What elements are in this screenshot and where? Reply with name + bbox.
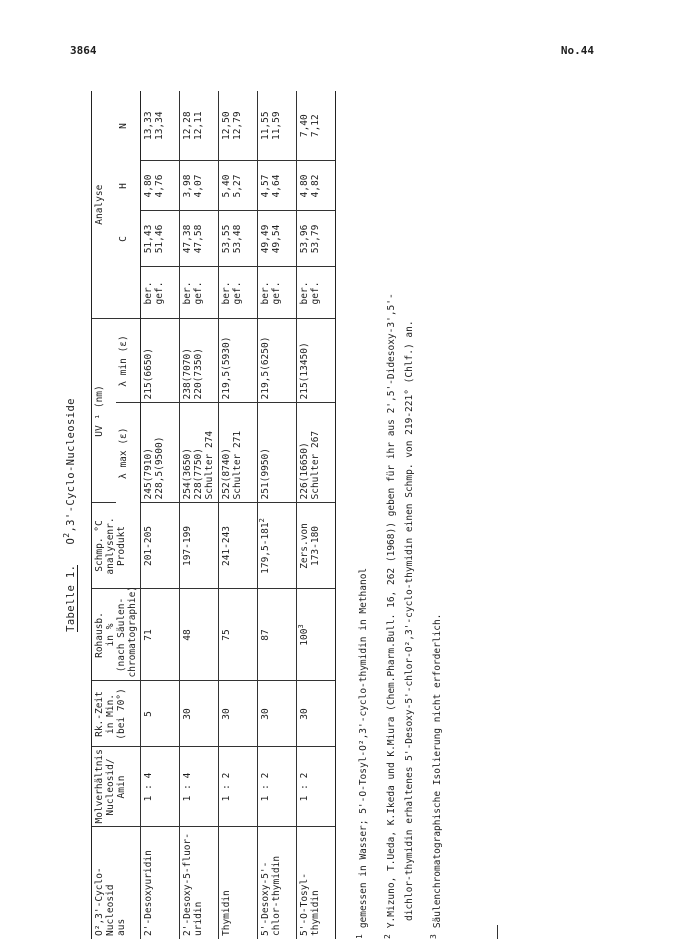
cell-c — [180, 211, 219, 267]
page-number: 3864 — [70, 44, 97, 57]
ber-gef-label: ber. — [299, 281, 310, 305]
h-value: 4,82 — [310, 174, 321, 198]
cell-h — [141, 161, 180, 211]
uv-max-value: 251(9950) — [260, 448, 271, 500]
header-mol-line: Amin — [116, 775, 127, 799]
h-value: 5,27 — [232, 174, 243, 198]
ber-gef-label: gef. — [310, 281, 321, 305]
ber-gef-label: gef. — [193, 281, 204, 305]
zeit-value: 30 — [182, 708, 193, 720]
header-zeit-line: in Min. — [105, 693, 116, 735]
cell-schmp — [180, 503, 219, 589]
h-value: 4,80 — [143, 174, 154, 198]
ausbeute-value: 100 — [299, 628, 310, 646]
c-value: 53,79 — [310, 224, 321, 254]
cell-uv-min — [141, 319, 180, 403]
footnote-ref: 3 — [297, 624, 305, 629]
cell-zeit — [297, 681, 336, 747]
cell-nucleosid — [297, 827, 336, 939]
cell-nucleosid — [258, 827, 297, 939]
ber-gef-label: ber. — [143, 281, 154, 305]
uv-max-value: 245(7910) — [143, 448, 154, 500]
header-analyse-label — [116, 267, 141, 319]
molverhaeltnis-value: 1 : 4 — [143, 772, 154, 802]
header-schmp-line: analysenr. — [105, 517, 116, 575]
ber-gef-label: gef. — [232, 281, 243, 305]
cell-zeit — [219, 681, 258, 747]
nucleosid-name: uridin — [193, 901, 204, 936]
cell-uv-min — [180, 319, 219, 403]
header-ausb-line: Rohausb. — [94, 612, 105, 658]
rotated-page-content — [62, 91, 505, 939]
cell-zeit — [180, 681, 219, 747]
n-value: 11,55 — [260, 111, 271, 141]
h-value: 4,57 — [260, 174, 271, 198]
c-value: 51,43 — [143, 224, 154, 254]
cell-molverhaeltnis — [258, 747, 297, 827]
n-value: 13,33 — [143, 111, 154, 141]
header-h: H — [116, 161, 141, 211]
table-row — [258, 91, 297, 939]
c-value: 53,96 — [299, 224, 310, 254]
header-nucleosid-line: O²,3'-Cyclo- — [94, 867, 105, 936]
ber-gef-label: gef. — [271, 281, 282, 305]
cell-ber-gef — [258, 267, 297, 319]
nucleosid-name: 5'-Desoxy-5'- — [260, 861, 271, 936]
header-nucleosid-line: Nucleosid — [105, 884, 116, 936]
nucleosid-name: 2'-Desoxy-5-fluor- — [182, 833, 193, 936]
table-row — [180, 91, 219, 939]
header-zeit-line: Rk.-Zeit — [94, 691, 105, 737]
cell-ber-gef — [180, 267, 219, 319]
uv-max-value: Schulter 274 — [204, 430, 215, 500]
cell-n — [297, 91, 336, 161]
uv-max-value: 226(16650) — [299, 442, 310, 500]
h-value: 4,64 — [271, 174, 282, 198]
molverhaeltnis-value: 1 : 2 — [260, 772, 271, 802]
uv-min-value: 220(7350) — [193, 348, 204, 400]
c-value: 53,48 — [232, 224, 243, 254]
cell-uv-max — [180, 403, 219, 503]
ausbeute-value: 71 — [143, 629, 154, 641]
cell-ausbeute — [219, 589, 258, 681]
cell-c — [258, 211, 297, 267]
cell-n — [180, 91, 219, 161]
nucleosid-name: 2'-Desoxyuridin — [143, 850, 154, 936]
ausbeute-value: 48 — [182, 629, 193, 641]
header-c: C — [116, 211, 141, 267]
c-value: 49,54 — [271, 224, 282, 254]
uv-max-value: 228,5(9500) — [154, 436, 165, 500]
n-value: 12,79 — [232, 111, 243, 141]
n-value: 7,12 — [310, 114, 321, 138]
cell-molverhaeltnis — [219, 747, 258, 827]
footnote-ref: 2 — [258, 518, 266, 523]
footnote — [431, 91, 445, 939]
zeit-value: 5 — [143, 711, 154, 717]
cell-ber-gef — [297, 267, 336, 319]
header-schmelzpunkt — [92, 503, 141, 589]
footnote-number: 3 — [429, 934, 438, 939]
uv-max-value: Schulter 267 — [310, 430, 321, 500]
table-row — [297, 91, 336, 939]
nucleosid-name: thymidin — [310, 890, 321, 936]
header-mol-line: Nucleosid/ — [105, 758, 116, 816]
ausbeute-value: 87 — [260, 629, 271, 641]
cell-schmp — [258, 503, 297, 589]
ber-gef-label: ber. — [182, 281, 193, 305]
h-value: 4,07 — [193, 174, 204, 198]
h-value: 4,80 — [299, 174, 310, 198]
uv-min-value: 238(7070) — [182, 348, 193, 400]
molverhaeltnis-value: 1 : 2 — [221, 772, 232, 802]
header-schmp-line: Produkt — [116, 525, 127, 567]
n-value: 7,40 — [299, 114, 310, 138]
footnote-number: 1 — [355, 934, 364, 939]
schmp-value: 179,5-181 — [260, 522, 271, 574]
cell-ausbeute — [258, 589, 297, 681]
journal-issue: No.44 — [560, 44, 594, 57]
n-value: 11,59 — [271, 111, 282, 141]
header-mol-line: Molverhältnis — [94, 749, 105, 824]
page-mark — [497, 925, 498, 939]
cell-molverhaeltnis — [297, 747, 336, 827]
footnote — [403, 91, 417, 939]
cell-uv-max — [297, 403, 336, 503]
cell-molverhaeltnis — [180, 747, 219, 827]
cell-uv-min — [219, 319, 258, 403]
header-n: N — [116, 91, 141, 161]
footnote-text: gemessen in Wasser; 5'-O-Tosyl-O²,3'-cyclo-thymidin in Methanol — [358, 567, 369, 929]
header-reaktionszeit — [92, 681, 141, 747]
header-nucleosid — [92, 827, 141, 939]
cell-h — [180, 161, 219, 211]
cell-zeit — [141, 681, 180, 747]
header-nucleosid-line: aus — [116, 918, 127, 936]
cell-uv-max — [258, 403, 297, 503]
cell-uv-max — [219, 403, 258, 503]
cell-c — [219, 211, 258, 267]
cell-zeit — [258, 681, 297, 747]
molverhaeltnis-value: 1 : 4 — [182, 772, 193, 802]
molverhaeltnis-value: 1 : 2 — [299, 772, 310, 802]
footnote — [385, 91, 399, 939]
footnote-number: 2 — [383, 934, 392, 939]
cell-nucleosid — [180, 827, 219, 939]
cell-n — [141, 91, 180, 161]
cell-ausbeute — [297, 589, 336, 681]
nucleosid-name: Thymidin — [221, 890, 232, 936]
zeit-value: 30 — [299, 708, 310, 720]
table-row — [219, 91, 258, 939]
header-molverhaeltnis — [92, 747, 141, 827]
zeit-value: 30 — [221, 708, 232, 720]
ausbeute-value: 75 — [221, 629, 232, 641]
n-value: 12,50 — [221, 111, 232, 141]
n-value: 12,11 — [193, 111, 204, 141]
cell-ber-gef — [141, 267, 180, 319]
header-uv: UV ¹ (nm) — [92, 319, 117, 503]
uv-min-value: 215(6650) — [143, 348, 154, 400]
zeit-value: 30 — [260, 708, 271, 720]
n-value: 13,34 — [154, 111, 165, 141]
h-value: 3,98 — [182, 174, 193, 198]
schmp-value: 241-243 — [221, 525, 232, 567]
header-uv-min: λ min (ε) — [116, 319, 141, 403]
uv-max-value: 228(7750) — [193, 448, 204, 500]
table-row — [141, 91, 180, 939]
cyclo-nucleoside-table — [91, 91, 336, 939]
nucleosid-name: 5'-O-Tosyl- — [299, 873, 310, 936]
footnote-text: Säulenchromatographische Isolierung nicht erforderlich. — [432, 613, 443, 929]
c-value: 51,46 — [154, 224, 165, 254]
h-value: 5,40 — [221, 174, 232, 198]
n-value: 12,28 — [182, 111, 193, 141]
nucleosid-name: chlor-thymidin — [271, 855, 282, 936]
c-value: 47,58 — [193, 224, 204, 254]
header-rohausbeute — [92, 585, 141, 681]
schmp-line: 173-180 — [310, 525, 321, 567]
uv-min-value: 215(13450) — [299, 342, 310, 400]
schmp-value: 197-199 — [182, 525, 193, 567]
header-ausb-line: (nach Säulen- — [116, 597, 127, 673]
cell-n — [219, 91, 258, 161]
cell-h — [219, 161, 258, 211]
footnote-text: dichlor-thymidin erhaltenes 5'-Desoxy-5'-chlor-O²,3'-cyclo-thymidin einen Schmp. von 219-221° (Chlf.) an. — [404, 320, 415, 921]
cell-molverhaeltnis — [141, 747, 180, 827]
footnotes — [357, 91, 459, 939]
cell-h — [297, 161, 336, 211]
cell-nucleosid — [141, 827, 180, 939]
c-value: 49,49 — [260, 224, 271, 254]
cell-n — [258, 91, 297, 161]
cell-uv-max — [141, 403, 180, 503]
cell-ausbeute — [141, 589, 180, 681]
cell-uv-min — [258, 319, 297, 403]
cell-ausbeute — [180, 589, 219, 681]
header-zeit-line: (bei 70°) — [116, 688, 127, 740]
ber-gef-label: ber. — [260, 281, 271, 305]
footnote-text: Y.Mizuno, T.Ueda, K.Ikeda und K.Miura (Chem.Pharm.Bull. 16, 262 (1968)) geben für ihr aus 2',5'-Didesoxy-3',5'- — [386, 293, 397, 929]
cell-ber-gef — [219, 267, 258, 319]
cell-nucleosid — [219, 827, 258, 939]
cell-schmp — [141, 503, 180, 589]
uv-min-value: 219,5(5930) — [221, 336, 232, 400]
cell-schmp — [297, 503, 336, 589]
h-value: 4,76 — [154, 174, 165, 198]
cell-schmp — [219, 503, 258, 589]
header-ausb-line: chromatographie) — [127, 585, 138, 678]
cell-h — [258, 161, 297, 211]
c-value: 53,55 — [221, 224, 232, 254]
cell-c — [141, 211, 180, 267]
ber-gef-label: gef. — [154, 281, 165, 305]
schmp-value: 201-205 — [143, 525, 154, 567]
footnote — [357, 91, 371, 939]
table-caption: Tabelle 1. $O^2,3'-Cyclo$-Nucleoside — [62, 398, 77, 632]
header-uv-max: λ max (ε) — [116, 403, 141, 503]
uv-min-value: 219,5(6250) — [260, 336, 271, 400]
c-value: 47,38 — [182, 224, 193, 254]
uv-max-value: 252(8740) — [221, 448, 232, 500]
uv-max-value: 254(3650) — [182, 448, 193, 500]
header-ausb-line: in % — [105, 623, 116, 647]
ber-gef-label: ber. — [221, 281, 232, 305]
header-analyse: Analyse — [92, 91, 117, 319]
cell-c — [297, 211, 336, 267]
header-schmp-line: Schmp. °C — [94, 520, 105, 572]
schmp-line: Zers.von — [299, 523, 310, 569]
uv-max-value: Schulter 271 — [232, 430, 243, 500]
cell-uv-min — [297, 319, 336, 403]
